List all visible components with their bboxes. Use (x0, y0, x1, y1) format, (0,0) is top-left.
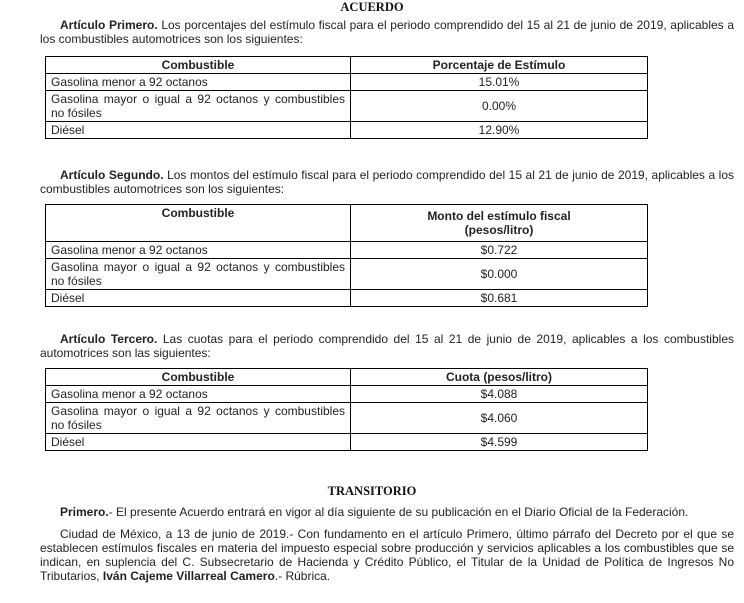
articulo-tercero-paragraph (40, 332, 734, 360)
articulo-primero-paragraph (40, 18, 734, 46)
table-cell: Diésel (46, 434, 351, 451)
closing-text: Ciudad de México, a 13 de junio de 2019.- Con fundamento en el artículo Primero, último párrafo del Decreto por el que se establecen estímulos fiscales en materia del impuesto especial sobre producción y servicios aplicables a los combustibles que se indican, en suplencia del C. Subsecretario de Hacienda y Crédito Público, el Titular de la Unidad de Política de Ingresos No Tributarios, (40, 527, 734, 583)
articulo-segundo-text: Los montos del estímulo fiscal para el periodo comprendido del 15 al 21 de junio de 2019, aplicables a los combustibles automotrices son los siguientes: (40, 168, 734, 196)
transitorio-heading: TRANSITORIO (327, 484, 417, 498)
table-row (46, 122, 648, 139)
table-cell: Diésel (46, 122, 351, 139)
articulo-segundo-label: Artículo Segundo. (60, 168, 164, 182)
column-header: Porcentaje de Estímulo (351, 57, 648, 74)
table-row (46, 259, 648, 290)
table-cell: Gasolina mayor o igual a 92 octanos y combustibles no fósiles (46, 403, 351, 434)
primero-text: - El presente Acuerdo entrará en vigor al día siguiente de su publicación en el Diario Oficial de la Federación. (108, 505, 689, 519)
table-row (46, 91, 648, 122)
column-header: Combustible (46, 57, 351, 74)
table-cell: Gasolina menor a 92 octanos (46, 74, 351, 91)
table-header-row (46, 57, 648, 74)
table-header-row (46, 205, 648, 242)
table-cell: 12.90% (351, 122, 648, 139)
table-row (46, 434, 648, 451)
column-header: Monto del estímulo fiscal (pesos/litro) (351, 205, 648, 242)
table-cell: Gasolina menor a 92 octanos (46, 386, 351, 403)
articulo-primero-label: Artículo Primero. (60, 18, 158, 32)
table-header-row (46, 369, 648, 386)
table-cell: 0.00% (351, 91, 648, 122)
table-row (46, 386, 648, 403)
signatory-name: Iván Cajeme Villarreal Camero (102, 569, 275, 583)
acuerdo-heading: ACUERDO (340, 0, 404, 14)
estimulo-amount-table (45, 204, 648, 307)
table-row (46, 290, 648, 307)
table-cell: $4.599 (351, 434, 648, 451)
cuota-table (45, 368, 648, 451)
table-cell: $0.722 (351, 242, 648, 259)
table-cell: Gasolina mayor o igual a 92 octanos y combustibles no fósiles (46, 259, 351, 290)
column-header: Combustible (46, 369, 351, 386)
articulo-tercero-text: Las cuotas para el periodo comprendido del 15 al 21 de junio de 2019, aplicables a los combustibles automotrices son las siguientes: (40, 332, 734, 360)
table-row (46, 403, 648, 434)
table-row (46, 74, 648, 91)
closing-paragraph (40, 527, 734, 583)
estimulo-percentage-table (45, 56, 648, 139)
column-header: Cuota (pesos/litro) (351, 369, 648, 386)
primero-paragraph (40, 505, 734, 519)
table-cell: $0.000 (351, 259, 648, 290)
articulo-primero-text: Los porcentajes del estímulo fiscal para el periodo comprendido del 15 al 21 de junio de 2019, aplicables a los combustibles automotrices son los siguientes: (40, 18, 734, 46)
table-cell: $0.681 (351, 290, 648, 307)
table-cell: Diésel (46, 290, 351, 307)
table-cell: Gasolina menor a 92 octanos (46, 242, 351, 259)
table-cell: $4.088 (351, 386, 648, 403)
closing-end: .- Rúbrica. (274, 569, 331, 583)
articulo-tercero-label: Artículo Tercero. (60, 332, 158, 346)
table-cell: Gasolina mayor o igual a 92 octanos y combustibles no fósiles (46, 91, 351, 122)
column-header: Combustible (46, 205, 351, 242)
articulo-segundo-paragraph (40, 168, 734, 196)
primero-label: Primero. (60, 505, 109, 519)
table-row (46, 242, 648, 259)
table-cell: 15.01% (351, 74, 648, 91)
table-cell: $4.060 (351, 403, 648, 434)
